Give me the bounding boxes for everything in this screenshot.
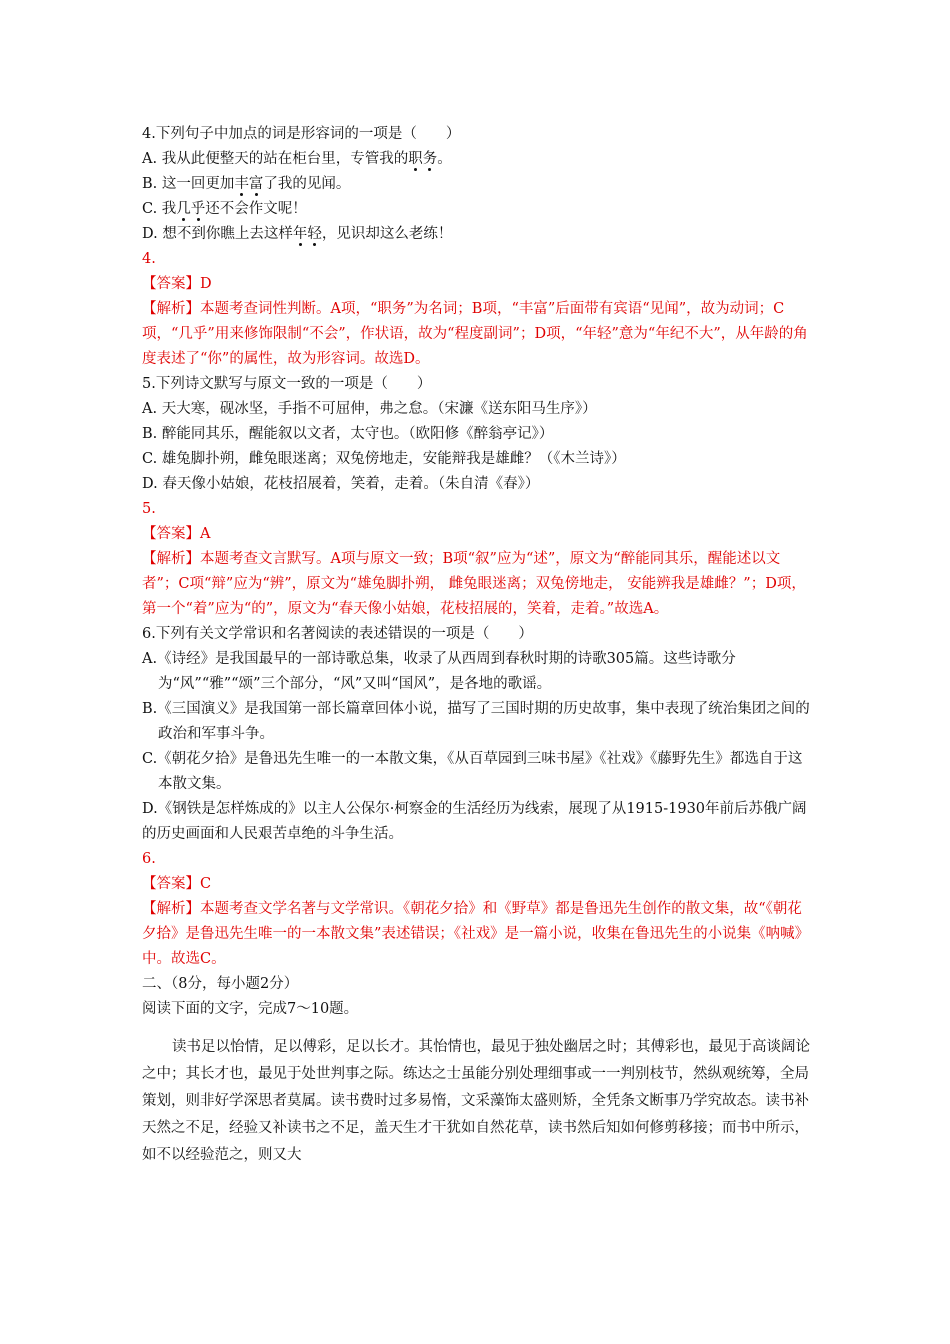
q5-answer-number: 5. [142, 501, 156, 517]
q4-answer-number: 4. [142, 251, 156, 267]
q6-stem: 6.下列有关文学常识和名著阅读的表述错误的一项是（ ） [142, 626, 533, 642]
q6-answer: 【答案】C [142, 876, 212, 892]
q4-stem: 4.下列句子中加点的词是形容词的一项是（ ） [142, 126, 461, 142]
q5-answer: 【答案】A [142, 526, 211, 542]
reading-passage: 读书足以怡情，足以傅彩，足以长才。其怡情也，最见于独处幽居之时；其傅彩也，最见于高谈阔论之中；其长才也，最见于处世判事之际。练达之士虽能分别处理细事或一一判别枝节，然纵观统筹，全局策划，则非好学深思者莫属。读书费时过多易惰，文采藻饰太盛则矫，全凭条文断事乃学究故态。读书补天然之不足，经验又补读书之不足，盖天生才干犹如自然花草，读书然后知如何修剪移接；而书中所示，如不以经验范之，则又大 [142, 1039, 810, 1163]
spacer [142, 1022, 812, 1034]
q4-analysis: 【解析】本题考查词性判断。A项，“职务”为名词；B项，“丰富”后面带有宾语“见闻”，故为动词；C项，“几乎”用来修饰限制“不会”，作状语，故为“程度副词”；D项，“年轻”意为“年纪不大”，从年龄的角度表述了“你”的属性，故为形容词。故选D。 [142, 301, 808, 367]
q6-analysis: 【解析】本题考查文学名著与文学常识。《朝花夕拾》和《野草》都是鲁迅先生创作的散文集，故“《朝花夕拾》是鲁迅先生唯一的一本散文集”表述错误；《社戏》是一篇小说，收集在鲁迅先生的小说集《呐喊》中。故选C。 [142, 901, 810, 967]
reading-instruction: 阅读下面的文字，完成7～10题。 [142, 1001, 359, 1017]
emphasis-dot-char: 务 [422, 151, 438, 167]
q4-option-c: C. 我几乎还不会作文呢！ [142, 201, 307, 217]
emphasis-dot-char: 轻 [307, 226, 322, 242]
section-heading: 二、（8分，每小题2分） [142, 976, 299, 992]
q6-answer-number: 6. [142, 851, 156, 867]
q5-option-d: D. 春天像小姑娘，花枝招展着，笑着，走着。（朱自清《春》） [142, 476, 540, 492]
document-content [142, 122, 812, 1169]
emphasis-dot-char: 年 [292, 226, 308, 242]
emphasis-dot-char: 富 [248, 176, 264, 192]
q4-answer: 【答案】D [142, 276, 212, 292]
emphasis-dot-char: 职 [408, 151, 423, 167]
q5-option-c: C. 雄兔脚扑朔，雌兔眼迷离；双兔傍地走，安能辩我是雄雌？（《木兰诗》） [142, 451, 626, 467]
q6-option-b: B.《三国演义》是我国第一部长篇章回体小说，描写了三国时期的历史故事，集中表现了统治集团之间的政治和军事斗争。 [142, 701, 810, 742]
emphasis-dot-char: 丰 [234, 176, 249, 192]
q6-option-d: D.《钢铁是怎样炼成的》以主人公保尔·柯察金的生活经历为线索，展现了从1915-1930年前后苏俄广阔的历史画面和人民艰苦卓绝的斗争生活。 [142, 801, 807, 842]
q6-option-c: C.《朝花夕拾》是鲁迅先生唯一的一本散文集，《从百草园到三味书屋》《社戏》《藤野先生》都选自于这本散文集。 [142, 751, 803, 792]
emphasis-dot-char: 乎 [190, 201, 206, 217]
q5-stem: 5.下列诗文默写与原文一致的一项是（ ） [142, 376, 432, 392]
q4-option-b: B. 这一回更加丰富了我的见闻。 [142, 176, 351, 192]
q5-analysis: 【解析】本题考查文言默写。A项与原文一致；B项“叙”应为“述”，原文为“醉能同其乐，醒能述以文者”；C项“辩”应为“辨”，原文为“雄兔脚扑朔， 雌兔眼迷离；双兔傍地走， 安能辨我是雄雌？”；D项，第一个“着”应为“的”，原文为“春天像小姑娘，花枝招展的，笑着，走着。”故选A。 [142, 551, 806, 617]
q4-option-a: A. 我从此便整天的站在柜台里，专管我的职务。 [142, 151, 452, 167]
emphasis-dot-char: 几 [176, 201, 191, 217]
q4-option-d: D. 想不到你瞧上去这样年轻，见识却这么老练！ [142, 226, 453, 242]
q6-option-a: A.《诗经》是我国最早的一部诗歌总集，收录了从西周到春秋时期的诗歌305篇。这些诗歌分为“风”“雅”“颂”三个部分，“风”又叫“国风”，是各地的歌谣。 [142, 651, 736, 692]
q5-option-a: A. 天大寒，砚冰坚，手指不可屈伸，弗之怠。（宋濂《送东阳马生序》） [142, 401, 597, 417]
q5-option-b: B. 醉能同其乐，醒能叙以文者，太守也。（欧阳修《醉翁亭记》） [142, 426, 554, 442]
